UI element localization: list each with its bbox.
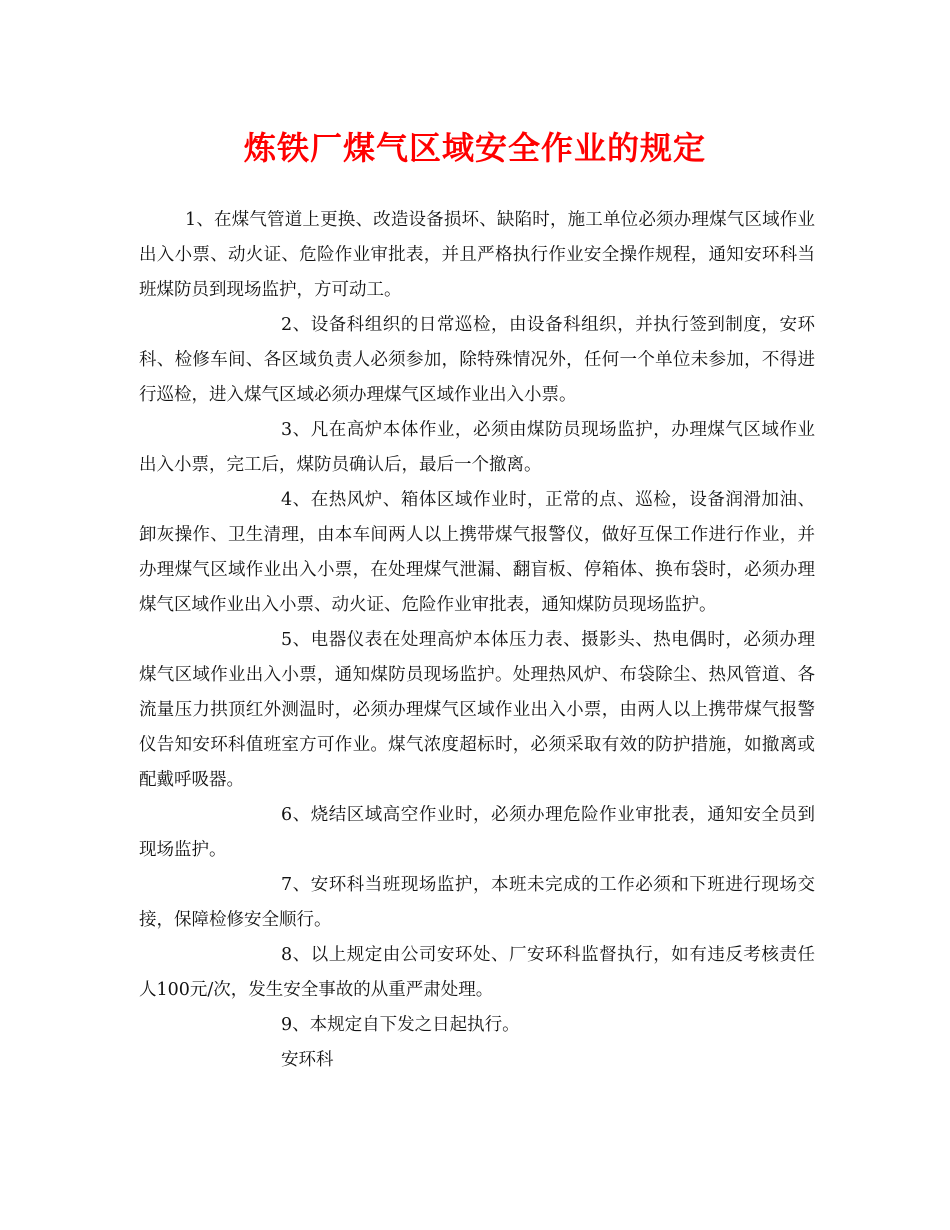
document-title: 炼铁厂煤气区域安全作业的规定 [243,129,706,167]
clause-1: 1、在煤气管道上更换、改造设备损坏、缺陷时，施工单位必须办理煤气区域作业出入小票、动火证、危险作业审批表，并且严格执行作业安全操作规程，通知安环科当班煤防员到现场监护，方可动工。 [139,210,815,300]
clause-8: 8、以上规定由公司安环处、厂安环科监督执行，如有违反考核责任人100元/次，发生安全事故的从重严肃处理。 [139,945,815,1000]
signature: 安环科 [281,1050,334,1070]
clause-5: 5、电器仪表在处理高炉本体压力表、摄影头、热电偶时，必须办理煤气区域作业出入小票，通知煤防员现场监护。处理热风炉、布袋除尘、热风管道、各流量压力拱顶红外测温时，必须办理煤气区域作业出入小票，由两人以上携带煤气报警仪告知安环科值班室方可作业。煤气浓度超标时，必须采取有效的防护措施，如撤离或配戴呼吸器。 [139,630,815,790]
clause-9: 9、本规定自下发之日起执行。 [281,1015,520,1035]
clause-4: 4、在热风炉、箱体区域作业时，正常的点、巡检，设备润滑加油、卸灰操作、卫生清理，由本车间两人以上携带煤气报警仪，做好互保工作进行作业，并办理煤气区域作业出入小票，在处理煤气泄漏、翻盲板、停箱体、换布袋时，必须办理煤气区域作业出入小票、动火证、危险作业审批表，通知煤防员现场监护。 [139,490,815,615]
clause-3: 3、凡在高炉本体作业，必须由煤防员现场监护，办理煤气区域作业出入小票，完工后，煤防员确认后，最后一个撤离。 [139,420,815,475]
clause-2: 2、设备科组织的日常巡检，由设备科组织，并执行签到制度，安环科、检修车间、各区域负责人必须参加，除特殊情况外，任何一个单位未参加，不得进行巡检，进入煤气区域必须办理煤气区域作业出入小票。 [139,315,815,405]
clause-7: 7、安环科当班现场监护，本班未完成的工作必须和下班进行现场交接，保障检修安全顺行。 [139,875,815,930]
document-body [139,203,815,1078]
clause-6: 6、烧结区域高空作业时，必须办理危险作业审批表，通知安全员到现场监护。 [139,805,815,860]
